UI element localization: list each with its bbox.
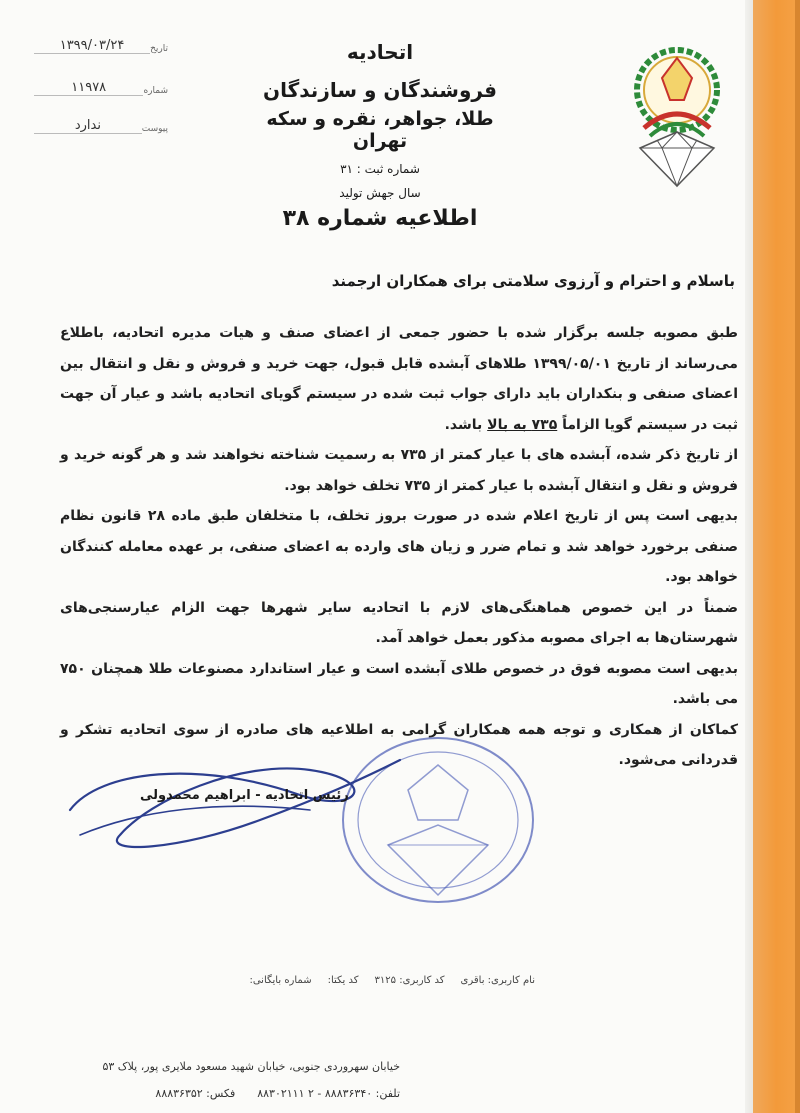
date-field	[28, 38, 168, 54]
signer-name: رئیس اتحادیه - ابراهیم محمدولی	[140, 788, 349, 803]
union-name-line2: طلا، جواهر، نقره و سکه تهران	[266, 108, 494, 152]
paragraph-6: کماکان از همکاری و توجه همه همکاران گرامی به اطلاعیه های صادره از سوی اتحادیه تشکر و قدردانی می‌شود.	[60, 721, 738, 768]
date-value: ۱۳۹۹/۰۳/۲۴	[34, 38, 150, 54]
footer-archive: شماره بایگانی:	[249, 975, 312, 986]
letterhead-title	[245, 40, 515, 200]
attachment-field	[28, 118, 168, 134]
letter-body	[60, 318, 738, 776]
paragraph-4: ضمناً در این خصوص هماهنگی‌های لازم با اتحادیه سایر شهرها جهت الزام عیارسنجی‌های شهرستان‌ها به اجرای مصوبه مذکور بعمل خواهد آمد.	[60, 599, 738, 646]
greeting: باسلام و احترام و آرزوی سلامتی برای همکاران ارجمند	[331, 272, 735, 290]
paragraph-1	[60, 318, 738, 440]
union-name-line1: فروشندگان و سازندگان	[263, 78, 497, 102]
registration-number: شماره ثبت : ۳۱	[340, 162, 420, 176]
paragraph-1-text: طبق مصوبه جلسه برگزار شده با حضور جمعی از اعضای صنف و هیات مدیره اتحادیه، باطلاع می‌رساند از تاریخ ۱۳۹۹/۰۵/۰۱ طلاهای آبشده قابل قبول، جهت خرید و فروش و نقل و انتقال بین اعضای صنفی و بنکداران باید دارای جواب ثبت شده در سیستم گویای اتحادیه باشد و عیار آن جهت ثبت در سیستم گویا الزاماً	[60, 325, 738, 433]
union-word: اتحادیه	[346, 40, 414, 64]
attachment-label: پیوست	[141, 124, 168, 134]
paragraph-2: از تاریخ ذکر شده، آبشده های با عیار کمتر از ۷۳۵ به رسمیت شناخته نخواهند شد و هر گونه خرید و فروش و نقل و انتقال آبشده با عیار کمتر از ۷۳۵ تخلف خواهد بود.	[60, 447, 738, 494]
date-label: تاریخ	[150, 44, 168, 54]
number-field	[28, 80, 168, 96]
footer-info	[249, 975, 535, 986]
border-band-edge	[795, 0, 800, 1113]
footer-unique-code: کد یکتا:	[327, 975, 359, 986]
footer-user: نام کاربری: باقری	[460, 975, 535, 986]
year-motto: سال جهش تولید	[339, 186, 421, 200]
paper-edge	[745, 0, 753, 1113]
union-logo-icon	[622, 28, 732, 193]
paragraph-1-end: باشد.	[444, 416, 483, 433]
fax-number: فکس: ۸۸۸۳۶۳۵۲	[155, 1087, 236, 1100]
notice-title: اطلاعیه شماره ۳۸	[282, 206, 478, 231]
orange-border-band	[753, 0, 800, 1113]
attachment-value: ندارد	[34, 118, 142, 134]
phone-number: تلفن: ۸۸۸۳۶۳۴۰ - ۲ ۸۸۳۰۲۱۱۱	[257, 1087, 400, 1100]
contact-line	[30, 1087, 400, 1100]
number-value: ۱۱۹۷۸	[34, 80, 143, 96]
paragraph-1-underlined: ۷۳۵ به بالا	[487, 416, 558, 433]
paragraph-5: بدیهی است مصوبه فوق در خصوص طلای آبشده است و عیار استاندارد مصنوعات طلا همچنان ۷۵۰ می باشد.	[60, 660, 738, 707]
address: خیابان سهروردی جنوبی، خیابان شهید مسعود ملایری پور، پلاک ۵۳	[102, 1060, 400, 1073]
footer-user-code: کد کاربری: ۳۱۲۵	[374, 975, 445, 986]
paragraph-3: بدیهی است پس از تاریخ اعلام شده در صورت بروز تخلف، با متخلفان طبق ماده ۲۸ قانون نظام صنفی برخورد خواهد شد و تمام ضرر و زیان های وارده به اعضای صنفی، بر عهده معامله کنندگان خواهد بود.	[60, 508, 738, 585]
number-label: شماره	[143, 86, 168, 96]
